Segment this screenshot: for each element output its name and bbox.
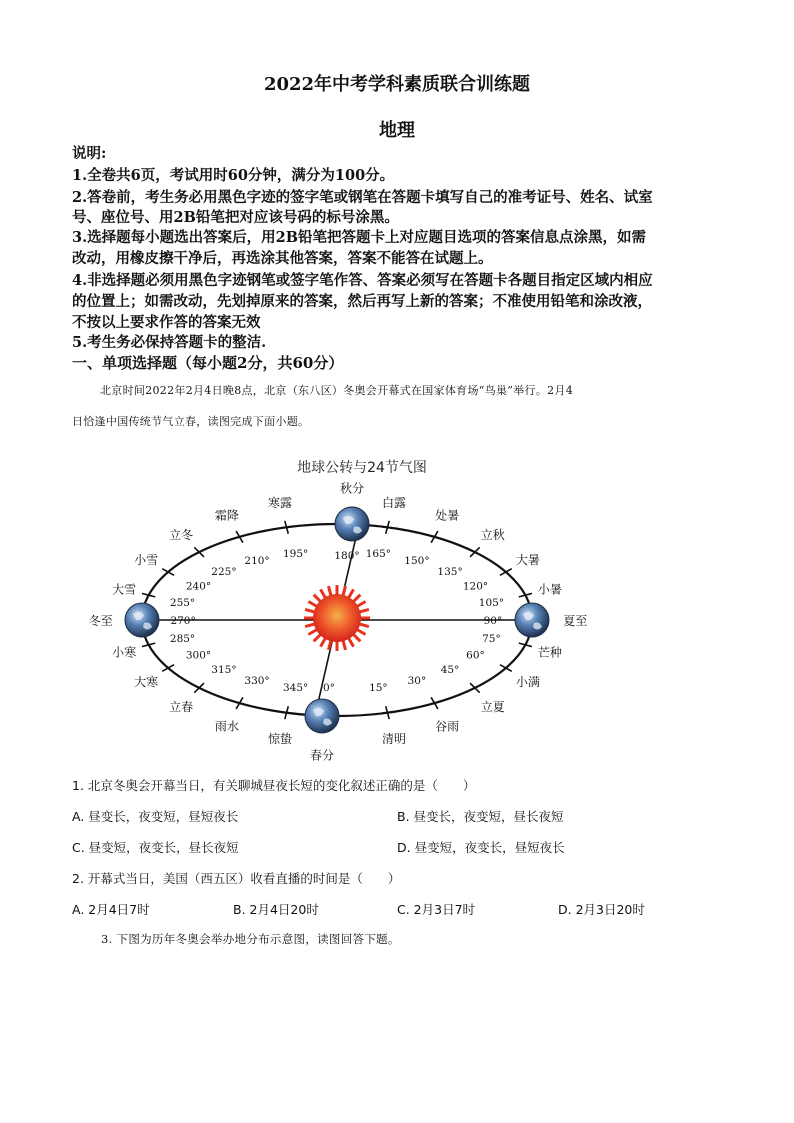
- earth-icon: [335, 507, 369, 541]
- term-name: 大寒: [134, 674, 159, 689]
- term-name: 立冬: [169, 527, 194, 542]
- orbit-tick: [470, 683, 480, 693]
- term-name: 芒种: [537, 645, 562, 660]
- term-degree: 285°: [169, 632, 196, 645]
- term-degree: 30°: [407, 674, 427, 687]
- term-name: 霜降: [214, 508, 239, 523]
- earth-icon: [515, 603, 549, 637]
- instruction-line: 号、座位号、用2B铅笔把对应该号码的标号涂黑。: [72, 209, 399, 226]
- term-degree: 90°: [483, 615, 503, 627]
- diagram-title: 地球公转与24节气图: [297, 460, 427, 476]
- orbit-tick: [194, 683, 204, 693]
- term-degree: 105°: [478, 597, 505, 610]
- term-name: 秋分: [339, 481, 365, 496]
- term-degree: 255°: [169, 597, 196, 610]
- question-2-option-c[interactable]: C. 2月3日7时: [397, 902, 476, 917]
- instruction-line: 5.考生务必保持答题卡的整洁.: [72, 334, 267, 351]
- question-2-option-a[interactable]: A. 2月4日7时: [72, 902, 150, 917]
- instruction-line: 2.答卷前，考生务必用黑色字迹的签字笔或钢笔在答题卡填写自己的准考证号、姓名、试室: [72, 189, 653, 206]
- term-degree: 15°: [369, 681, 388, 694]
- earth-icon: [305, 699, 339, 733]
- term-name: 冬至: [88, 614, 113, 628]
- question-2-option-b[interactable]: B. 2月4日20时: [233, 902, 319, 917]
- earth-icon: [125, 603, 159, 637]
- term-name: 立秋: [480, 527, 505, 542]
- instruction-line: 的位置上；如需改动，先划掉原来的答案，然后再写上新的答案；不准使用铅笔和涂改液，: [72, 293, 652, 310]
- term-degree: 150°: [404, 555, 430, 568]
- term-name: 惊蛰: [267, 731, 292, 746]
- instruction-line: 改动，用橡皮擦干净后，再选涂其他答案，答案不能答在试题上。: [72, 250, 493, 267]
- instruction-line: 1.全卷共6页，考试用时60分钟，满分为100分。: [72, 167, 395, 184]
- question-2-stem: 2. 开幕式当日，美国（西五区）收看直播的时间是（ ）: [72, 871, 401, 886]
- term-name: 小雪: [134, 553, 159, 568]
- term-name: 大雪: [112, 582, 137, 597]
- term-name: 立夏: [480, 700, 505, 715]
- term-name: 夏至: [563, 614, 588, 628]
- term-degree: 240°: [185, 580, 212, 593]
- sun-icon: [304, 585, 370, 651]
- question-1-option-a[interactable]: A. 昼变长，夜变短，昼短夜长: [72, 809, 239, 824]
- term-name: 清明: [382, 731, 407, 746]
- term-degree: 165°: [365, 548, 392, 561]
- term-name: 白露: [382, 496, 407, 511]
- term-degree: 195°: [282, 548, 309, 561]
- term-name: 大暑: [515, 553, 540, 568]
- question-1-option-c[interactable]: C. 昼变短，夜变长，昼长夜短: [72, 840, 239, 855]
- question-1-option-b[interactable]: B. 昼变长，夜变短，昼长夜短: [397, 809, 564, 824]
- term-name: 小满: [515, 674, 540, 689]
- exam-subject: 地理: [379, 120, 415, 141]
- question-3-stem: 3. 下图为历年冬奥会举办地分布示意图，读图回答下题。: [101, 932, 400, 946]
- question-1-option-d[interactable]: D. 昼变短，夜变长，昼短夜长: [397, 840, 565, 855]
- instruction-line: 不按以上要求作答的答案无效: [72, 314, 261, 331]
- term-name: 寒露: [267, 496, 292, 511]
- question-1-stem: 1. 北京冬奥会开幕当日，有关聊城昼夜长短的变化叙述正确的是（ ）: [72, 778, 476, 793]
- term-name: 立春: [169, 700, 194, 715]
- instruction-line: 3.选择题每小题选出答案后，用2B铅笔把答题卡上对应题目选项的答案信息点涂黑，如需: [72, 229, 646, 246]
- term-name: 谷雨: [435, 719, 460, 734]
- term-degree: 180°: [334, 549, 360, 562]
- term-name: 处暑: [435, 508, 460, 523]
- term-degree: 120°: [462, 580, 489, 593]
- term-name: 雨水: [214, 719, 239, 734]
- orbit-tick: [194, 547, 204, 557]
- term-degree: 45°: [440, 663, 460, 676]
- instruction-line: 4.非选择题必须用黑色字迹钢笔或签字笔作答、答案必须写在答题卡各题目指定区域内相应: [72, 272, 653, 289]
- orbit-tick: [470, 547, 480, 557]
- passage-line: 日恰逢中国传统节气立春，读图完成下面小题。: [72, 415, 310, 428]
- term-degree: 75°: [482, 632, 501, 645]
- term-degree: 0°: [323, 682, 335, 695]
- term-degree: 270°: [170, 615, 196, 627]
- term-degree: 135°: [437, 566, 463, 579]
- term-degree: 300°: [185, 649, 212, 662]
- term-name: 小寒: [112, 645, 137, 660]
- term-degree: 60°: [466, 649, 485, 662]
- instructions-heading: 说明:: [72, 145, 107, 162]
- term-degree: 315°: [211, 663, 237, 676]
- term-name: 春分: [309, 748, 335, 762]
- exam-title: 2022年中考学科素质联合训练题: [263, 74, 531, 95]
- term-degree: 345°: [282, 681, 309, 694]
- term-name: 小暑: [537, 582, 562, 597]
- term-degree: 210°: [244, 555, 270, 568]
- term-degree: 225°: [211, 566, 237, 579]
- question-2-option-d[interactable]: D. 2月3日20时: [558, 902, 645, 917]
- earth-orbit-diagram: [80, 452, 600, 762]
- section-heading: 一、单项选择题（每小题2分，共60分）: [72, 354, 344, 372]
- term-degree: 330°: [244, 674, 270, 687]
- passage-line: 北京时间2022年2月4日晚8点，北京（东八区）冬奥会开幕式在国家体育场“鸟巢”举行。2月4: [100, 384, 574, 397]
